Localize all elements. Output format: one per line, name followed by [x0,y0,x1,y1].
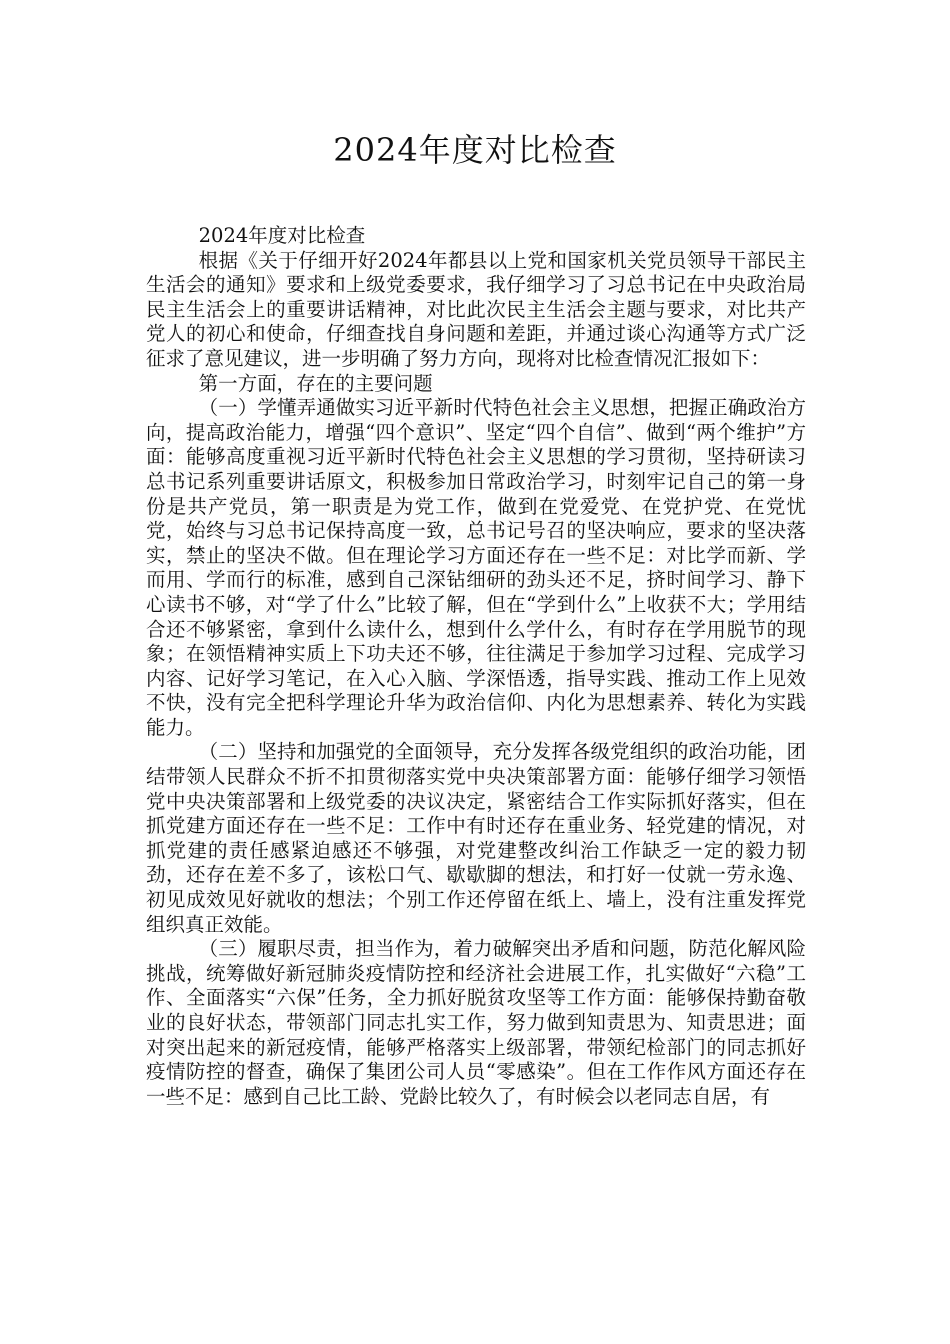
document-body [146,224,806,1109]
section-heading-paragraph: 第一方面，存在的主要问题 [198,371,433,395]
issue-two-paragraph: （二）坚持和加强党的全面领导，充分发挥各级党组织的政治功能，团结带领人民群众不折不扣贯彻落实党中央决策部署方面：能够仔细学习领悟党中央决策部署和上级党委的决议决定，紧密结合工作实际抓好落实，但在抓党建方面还存在一些不足：工作中有时还存在重业务、轻党建的情况，对抓党建的责任感紧迫感还不够强，对党建整改纠治工作缺乏一定的毅力韧劲，还存在差不多了，该松口气、歇歇脚的想法，和打好一仗就一劳永逸、初见成效见好就收的想法；个别工作还停留在纸上、墙上，没有注重发挥党组织真正效能。 [146,740,806,936]
issue-one-paragraph: （一）学懂弄通做实习近平新时代特色社会主义思想，把握正确政治方向，提高政治能力，增强“四个意识”、坚定“四个自信”、做到“两个维护”方面：能够高度重视习近平新时代特色社会主义思想的学习贯彻，坚持研读习总书记系列重要讲话原文，积极参加日常政治学习，时刻牢记自己的第一身份是共产党员，第一职责是为党工作，做到在党爱党、在党护党、在党忧党，始终与习总书记保持高度一致，总书记号召的坚决响应，要求的坚决落实，禁止的坚决不做。但在理论学习方面还存在一些不足：对比学而新、学而用、学而行的标准，感到自己深钻细研的劲头还不足，挤时间学习、静下心读书不够，对“学了什么”比较了解，但在“学到什么”上收获不大；学用结合还不够紧密，拿到什么读什么，想到什么学什么，有时存在学用脱节的现象；在领悟精神实质上下功夫还不够，往往满足于参加学习过程、完成学习内容、记好学习笔记，在入心入脑、学深悟透，指导实践、推动工作上见效不快，没有完全把科学理论升华为政治信仰、内化为思想素养、转化为实践能力。 [146,396,806,739]
document-title: 2024年度对比检查 [333,131,617,169]
issue-three-paragraph: （三）履职尽责，担当作为，着力破解突出矛盾和问题，防范化解风险挑战，统筹做好新冠肺炎疫情防控和经济社会进展工作，扎实做好“六稳”工作、全面落实“六保”任务，全力抓好脱贫攻坚等工作方面：能够保持勤奋敬业的良好状态，带领部门同志扎实工作，努力做到知责思为、知责思进；面对突出起来的新冠疫情，能够严格落实上级部署，带领纪检部门的同志抓好疫情防控的督查，确保了集团公司人员“零感染”。但在工作作风方面还存在一些不足：感到自己比工龄、党龄比较久了，有时候会以老同志自居，有 [146,937,806,1108]
intro-paragraph: 根据《关于仔细开好2024年都县以上党和国家机关党员领导干部民主生活会的通知》要求和上级党委要求，我仔细学习了习总书记在中央政治局民主生活会上的重要讲话精神，对比此次民主生活会主题与要求，对比共产党人的初心和使命，仔细查找自身问题和差距，并通过谈心沟通等方式广泛征求了意见建议，进一步明确了努力方向，现将对比检查情况汇报如下： [146,248,806,370]
document-subtitle-paragraph: 2024年度对比检查 [198,224,366,247]
